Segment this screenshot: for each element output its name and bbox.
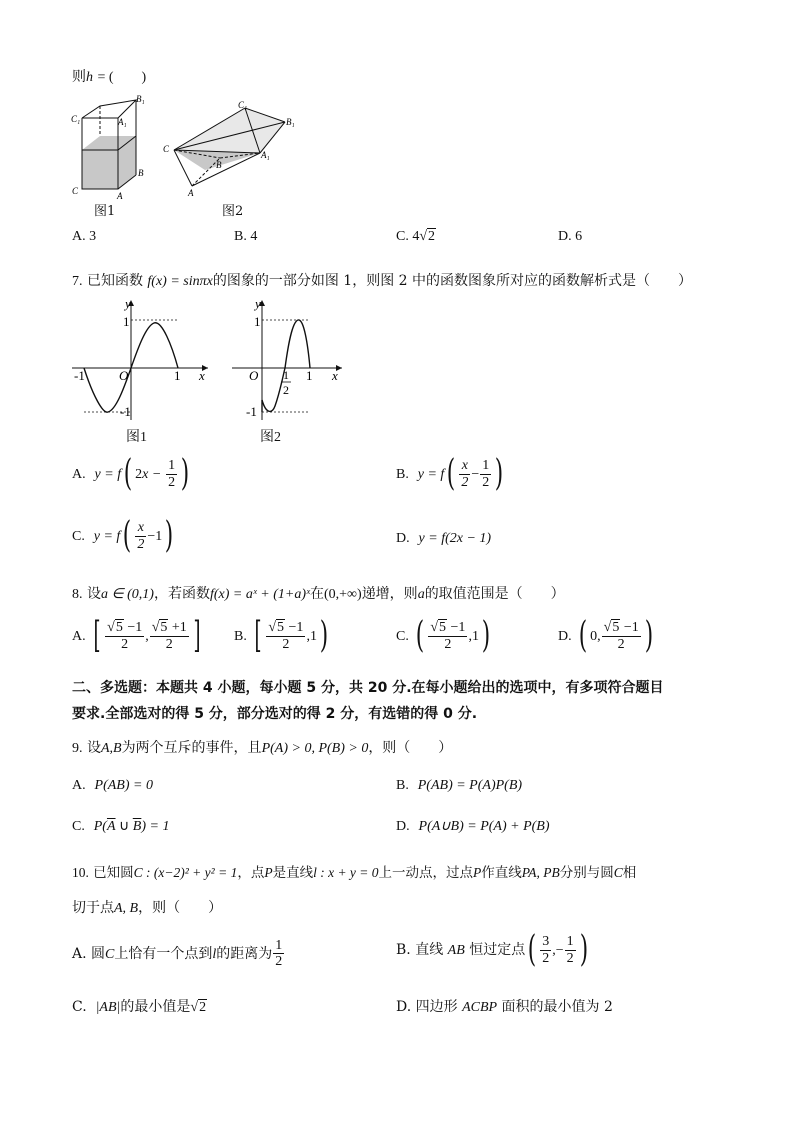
y-axis-label: y [125, 296, 131, 311]
label-B: B [216, 160, 222, 170]
label-C1: C₁ [71, 114, 81, 124]
q9-stem: 9. 设A,B为两个互斥的事件，且P(A) > 0, P(B) > 0，则（ ） [72, 740, 453, 756]
tick-1-y: 1 [123, 314, 130, 329]
q7-fig1-caption: 图1 [126, 430, 147, 445]
x-axis-label: x [199, 368, 205, 383]
q9-option-c[interactable]: C. $P(\overline{A}$ ∪ $\overline{B}) = 1$ [72, 819, 170, 834]
label-A1: A₁ [118, 117, 127, 127]
q10-option-a[interactable]: A. 圆C上恰有一个点到l的距离为 $\frac{1}{2}$ [72, 938, 283, 970]
q9-option-d[interactable]: D. P(A∪B) = P(A) + P(B) [396, 819, 550, 834]
origin-label: O [249, 368, 259, 383]
q10-option-b[interactable]: B. 直线 AB 恒过定点( $\frac{3}{2}$ ,− $\frac{1}{2}$ ) [396, 929, 588, 970]
q9-option-b[interactable]: B. P(AB) = P(A)P(B) [396, 778, 523, 793]
label-B1: B₁ [136, 94, 145, 104]
q10-stem-line-1: 10. 已知圆C : (x−2)² + y² = 1，点P是直线l : x + y = 0上一动点，过点P作直线PA, PB分别与圆C相 [72, 865, 637, 881]
tick-neg1-y: -1 [246, 404, 257, 419]
tick-half-den: 2 [283, 383, 289, 397]
q10-option-d[interactable]: D. 四边形 ACBP 面积的最小值为 2 [396, 999, 613, 1015]
section-2-header-line-1: 二、多选题：本题共 4 小题，每小题 5 分，共 20 分.在每小题给出的选项中，有多项符合题目 [72, 680, 664, 696]
q7-option-d[interactable]: D. y = f(2x − 1) [396, 531, 492, 546]
q7-figure-2-sine-graph [228, 296, 348, 426]
q8-option-b[interactable]: B. [ $\frac{√5 -1}{2}$ ,1) [234, 615, 329, 656]
x-axis-label: x [332, 368, 338, 383]
label-A: A [188, 188, 194, 198]
q6-option-d[interactable]: D. 6 [558, 229, 583, 244]
label-B: B [138, 168, 144, 178]
q6-fig1-caption: 图1 [94, 204, 116, 219]
tick-neg1-y: -1 [120, 404, 131, 419]
label-A: A [117, 191, 123, 201]
q6-option-a[interactable]: A. 3 [72, 229, 97, 244]
q6-option-b[interactable]: B. 4 [234, 229, 258, 244]
section-2-header-line-2: 要求.全部选对的得 5 分，部分选对的得 2 分，有选错的得 0 分. [72, 706, 478, 722]
y-axis-label: y [255, 296, 261, 311]
label-C: C [72, 186, 79, 196]
q7-option-a[interactable]: A. y = f( 2x − $\frac{1}{2}$ ) [72, 453, 190, 494]
q6-figure-2-prism [160, 98, 300, 198]
origin-label: O [119, 368, 129, 383]
q10-stem-line-2: 切于点A, B，则（ ） [72, 900, 223, 916]
q7-figure-1-sine-graph [68, 296, 214, 426]
label-C1: C₁ [238, 100, 248, 110]
q6-figure-1-prism [66, 92, 156, 217]
q7-option-b[interactable]: B. y = f( $\frac{x}{2}$ − $\frac{1}{2}$ ) [396, 453, 504, 494]
q6-stem: 则h = ( ) [72, 69, 147, 85]
tick-neg1-x: -1 [74, 368, 85, 383]
tick-1-x: 1 [306, 368, 313, 383]
q10-option-c[interactable]: C. |AB|的最小值是√2 [72, 999, 207, 1015]
label-C: C [163, 144, 170, 154]
tick-half-num: 1 [283, 368, 289, 382]
q7-option-c[interactable]: C. y = f( $\frac{x}{2}$ −1) [72, 515, 174, 556]
q7-stem: 7. 已知函数 f(x) = sinπx的图象的一部分如图 1，则图 2 中的函数图象所对应的函数解析式是（ ） [72, 273, 693, 289]
q8-option-a[interactable]: A. [ $\frac{√5 -1}{2}$ , $\frac{√5 +1}{2}$ ] [72, 615, 201, 656]
q8-stem: 8. 设a ∈ (0,1)，若函数f(x) = aˣ + (1+a)ˣ在(0,+∞)递增，则a的取值范围是（ ） [72, 586, 565, 602]
label-A1: A₁ [261, 150, 270, 160]
q6-fig2-caption: 图2 [222, 204, 244, 219]
q9-option-a[interactable]: A. P(AB) = 0 [72, 778, 153, 793]
q7-fig2-caption: 图2 [260, 430, 281, 445]
label-B1: B₁ [286, 117, 295, 127]
q6-option-c[interactable]: C. 4√2 [396, 229, 436, 244]
tick-1-y: 1 [254, 314, 261, 329]
q8-option-c[interactable]: C. ( $\frac{√5 -1}{2}$ ,1) [396, 615, 491, 656]
q8-option-d[interactable]: D. ( 0, $\frac{√5 -1}{2}$ ) [558, 615, 653, 656]
tick-1-x: 1 [174, 368, 181, 383]
